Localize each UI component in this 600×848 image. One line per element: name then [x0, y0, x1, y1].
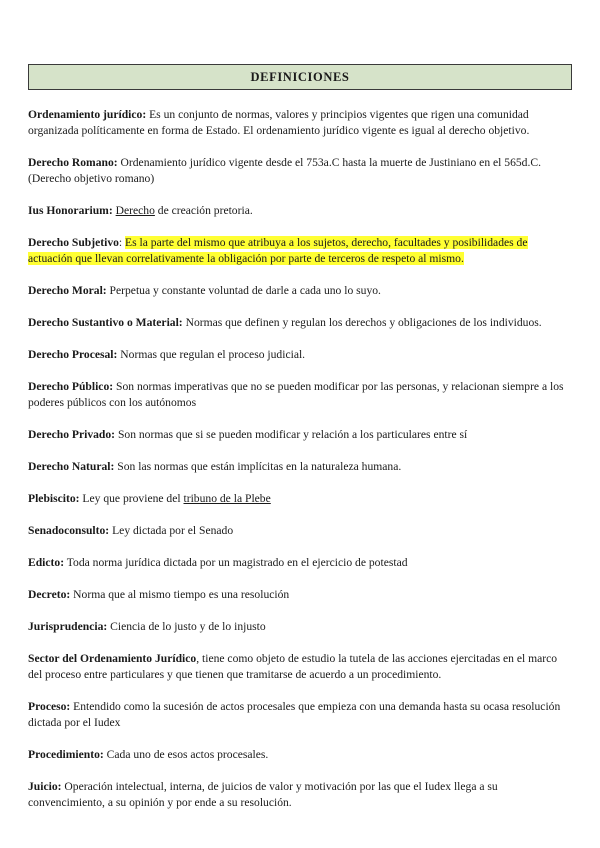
highlighted-text: Es la parte del mismo que atribuya a los sujetos, derecho, facultades y posibilidades de actuación que llevan correlativamente la obligación por parte de terceros de respeto al mismo.: [28, 236, 528, 265]
definition-text: Son normas imperativas que no se pueden modificar por las personas, y relacionan siempre a los poderes públicos con los autónomos: [28, 380, 564, 409]
definition-term: Senadoconsulto:: [28, 524, 110, 537]
definition-term: Derecho Privado:: [28, 428, 116, 441]
definition-text: Toda norma jurídica dictada por un magistrado en el ejercicio de potestad: [64, 556, 408, 569]
definition-text: Operación intelectual, interna, de juicios de valor y motivación por las que el Iudex llega a su convencimiento, a su opinión y por ende a su resolución.: [28, 780, 498, 809]
definition-entry: [28, 491, 572, 507]
definition-separator: :: [118, 236, 126, 249]
definition-text: Perpetua y constante voluntad de darle a cada uno lo suyo.: [106, 284, 381, 297]
definition-entry: [28, 651, 572, 683]
definition-term: Procedimiento:: [28, 748, 104, 761]
definition-term: Plebiscito:: [28, 492, 80, 505]
definition-text: Son las normas que están implícitas en la naturaleza humana.: [114, 460, 402, 473]
definition-term: Edicto:: [28, 556, 65, 569]
definition-entry: [28, 203, 572, 219]
document-page: [28, 64, 572, 827]
definition-term: Derecho Natural:: [28, 460, 115, 473]
definition-entry: [28, 779, 572, 811]
definition-text: Norma que al mismo tiempo es una resolución: [70, 588, 290, 601]
definition-term: Derecho Subjetivo: [28, 236, 119, 249]
definition-term: Derecho Público:: [28, 380, 114, 393]
definition-text: Es un conjunto de normas, valores y principios vigentes que rigen una comunidad organizada políticamente en forma de Estado. El ordenamiento jurídico vigente es igual al derecho objetivo.: [28, 108, 530, 137]
page-title: DEFINICIONES: [250, 69, 350, 84]
definition-entry: [28, 315, 572, 331]
definition-entry: [28, 555, 572, 571]
definition-term: Derecho Romano:: [28, 156, 118, 169]
definition-text: Ordenamiento jurídico vigente desde el 753a.C hasta la muerte de Justiniano en el 565d.C. (Derecho objetivo romano): [28, 156, 542, 185]
definition-entry: [28, 235, 572, 267]
definition-text: Cada uno de esos actos procesales.: [103, 748, 269, 761]
definition-entry: [28, 347, 572, 363]
definition-term: Derecho Procesal:: [28, 348, 118, 361]
definition-entry: [28, 587, 572, 603]
definition-entry: [28, 699, 572, 731]
definition-text: Entendido como la sucesión de actos procesales que empieza con una demanda hasta su ocasa resolución dictada por el Iudex: [28, 700, 561, 729]
definition-term: Jurisprudencia:: [28, 620, 108, 633]
definition-text: , tiene como objeto de estudio la tutela de las acciones ejercitadas en el marco del proceso entre particulares y que tienen que tramitarse de acuerdo a un procedimiento.: [28, 652, 558, 681]
definition-term: Derecho Moral:: [28, 284, 107, 297]
definition-entry: [28, 107, 572, 139]
definition-term: Ordenamiento jurídico:: [28, 108, 147, 121]
definition-entry: [28, 523, 572, 539]
definition-term: Ius Honorarium:: [28, 204, 113, 217]
definition-entry: [28, 459, 572, 475]
title-banner: [28, 64, 572, 90]
definition-term: Decreto:: [28, 588, 71, 601]
definition-text: de creación pretoria.: [154, 204, 253, 217]
definition-entry: [28, 619, 572, 635]
definition-prefix: Ley que proviene del: [79, 492, 184, 505]
underlined-link[interactable]: tribuno de la Plebe: [183, 492, 271, 505]
definition-text: Ciencia de lo justo y de lo injusto: [107, 620, 266, 633]
definition-text: Normas que definen y regulan los derechos y obligaciones de los individuos.: [182, 316, 542, 329]
definition-entry: [28, 283, 572, 299]
definition-text: Ley dictada por el Senado: [109, 524, 234, 537]
definition-text: Son normas que si se pueden modificar y relación a los particulares entre sí: [115, 428, 468, 441]
definition-text: Normas que regulan el proceso judicial.: [117, 348, 306, 361]
definition-entry: [28, 747, 572, 763]
definition-entry: [28, 379, 572, 411]
definition-term: Juicio:: [28, 780, 62, 793]
underlined-link[interactable]: Derecho: [115, 204, 155, 217]
definition-term: Sector del Ordenamiento Jurídico: [28, 652, 197, 665]
definition-term: Proceso:: [28, 700, 71, 713]
definition-term: Derecho Sustantivo o Material:: [28, 316, 183, 329]
definition-entry: [28, 427, 572, 443]
definition-entry: [28, 155, 572, 187]
